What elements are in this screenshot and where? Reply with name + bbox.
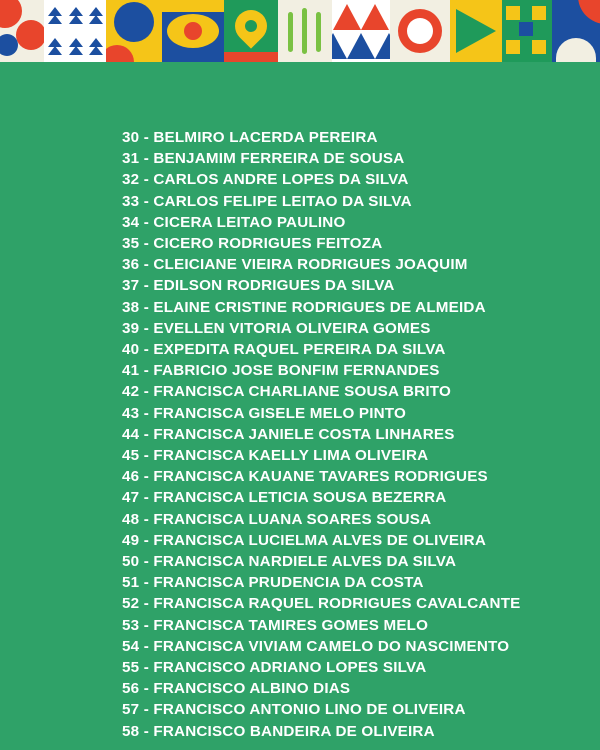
list-item: 45 - FRANCISCA KAELLY LIMA OLIVEIRA (122, 447, 429, 465)
pattern-tile-eye (162, 0, 224, 62)
half-circle-shape (106, 45, 134, 62)
pattern-tile-circle-yellow (106, 0, 162, 62)
square-shape (506, 40, 520, 54)
circle-shape (184, 22, 202, 40)
chevron-icon (65, 0, 86, 31)
triangle-shape (456, 9, 496, 53)
list-item: 36 - CLEICIANE VIEIRA RODRIGUES JOAQUIM (122, 256, 468, 274)
chevron-icon (85, 0, 106, 31)
square-shape (506, 6, 520, 20)
chevron-icon (44, 31, 65, 62)
chevron-icon (85, 31, 106, 62)
name-list (122, 127, 580, 742)
circle-shape (114, 2, 154, 42)
list-item: 47 - FRANCISCA LETICIA SOUSA BEZERRA (122, 489, 447, 507)
triangle-shape (332, 33, 347, 59)
list-item: 41 - FABRICIO JOSE BONFIM FERNANDES (122, 362, 440, 380)
square-shape (519, 22, 533, 36)
list-item: 50 - FRANCISCA NARDIELE ALVES DA SILVA (122, 553, 457, 571)
pattern-tile-arcs (0, 0, 44, 62)
list-item: 49 - FRANCISCA LUCIELMA ALVES DE OLIVEIRA (122, 531, 486, 549)
list-item: 32 - CARLOS ANDRE LOPES DA SILVA (122, 171, 409, 189)
list-item: 34 - CICERA LEITAO PAULINO (122, 213, 346, 231)
list-item: 39 - EVELLEN VITORIA OLIVEIRA GOMES (122, 319, 431, 337)
pattern-tile-pin (224, 0, 278, 62)
triangle-shape (333, 4, 361, 30)
circle-shape (16, 20, 44, 50)
pattern-tile-chevrons (44, 0, 106, 62)
list-item: 48 - FRANCISCA LUANA SOARES SOUSA (122, 510, 432, 528)
triangle-shape (347, 33, 375, 59)
list-item: 58 - FRANCISCO BANDEIRA DE OLIVEIRA (122, 722, 435, 740)
circle-shape (0, 34, 18, 56)
list-item: 38 - ELAINE CRISTINE RODRIGUES DE ALMEIDA (122, 298, 486, 316)
list-item: 57 - FRANCISCO ANTONIO LINO DE OLIVEIRA (122, 701, 466, 719)
list-item: 43 - FRANCISCA GISELE MELO PINTO (122, 404, 407, 422)
list-item: 56 - FRANCISCO ALBINO DIAS (122, 680, 351, 698)
circle-shape (245, 20, 257, 32)
chevron-icon (65, 31, 86, 62)
quarter-circle-shape (578, 0, 600, 24)
list-item: 31 - BENJAMIM FERREIRA DE SOUSA (122, 150, 405, 168)
triangle-shape (361, 4, 389, 30)
bar-shape (224, 52, 278, 62)
wheat-icon (302, 8, 307, 54)
list-item: 44 - FRANCISCA JANIELE COSTA LINHARES (122, 425, 455, 443)
chevron-grid (44, 0, 106, 62)
square-shape (532, 6, 546, 20)
pattern-tile-arch (552, 0, 600, 62)
circle-shape (407, 18, 433, 44)
list-item: 54 - FRANCISCA VIVIAM CAMELO DO NASCIMENTO (122, 637, 510, 655)
square-shape (532, 40, 546, 54)
list-item: 33 - CARLOS FELIPE LEITAO DA SILVA (122, 192, 412, 210)
triangle-shape (375, 33, 390, 59)
list-item: 30 - BELMIRO LACERDA PEREIRA (122, 129, 378, 146)
pattern-tile-rings (390, 0, 450, 62)
list-item: 40 - EXPEDITA RAQUEL PEREIRA DA SILVA (122, 341, 446, 359)
wheat-icon (316, 12, 321, 52)
chevron-icon (44, 0, 65, 31)
pattern-tile-squares (502, 0, 552, 62)
arch-shape (556, 38, 596, 62)
list-item: 51 - FRANCISCA PRUDENCIA DA COSTA (122, 574, 424, 592)
decorative-pattern-banner (0, 0, 600, 62)
wheat-icon (288, 12, 293, 52)
list-item: 46 - FRANCISCA KAUANE TAVARES RODRIGUES (122, 468, 488, 486)
circle-shape (0, 0, 22, 28)
list-item: 42 - FRANCISCA CHARLIANE SOUSA BRITO (122, 383, 451, 401)
list-item: 55 - FRANCISCO ADRIANO LOPES SILVA (122, 659, 427, 677)
list-item: 35 - CICERO RODRIGUES FEITOZA (122, 235, 383, 253)
pattern-tile-wheat (278, 0, 332, 62)
list-item: 52 - FRANCISCA RAQUEL RODRIGUES CAVALCANTE (122, 595, 521, 613)
pattern-tile-arrow (450, 0, 502, 62)
list-item: 37 - EDILSON RODRIGUES DA SILVA (122, 277, 395, 295)
list-item: 53 - FRANCISCA TAMIRES GOMES MELO (122, 616, 429, 634)
bar-shape (162, 0, 224, 12)
pattern-tile-triangles (332, 0, 390, 62)
